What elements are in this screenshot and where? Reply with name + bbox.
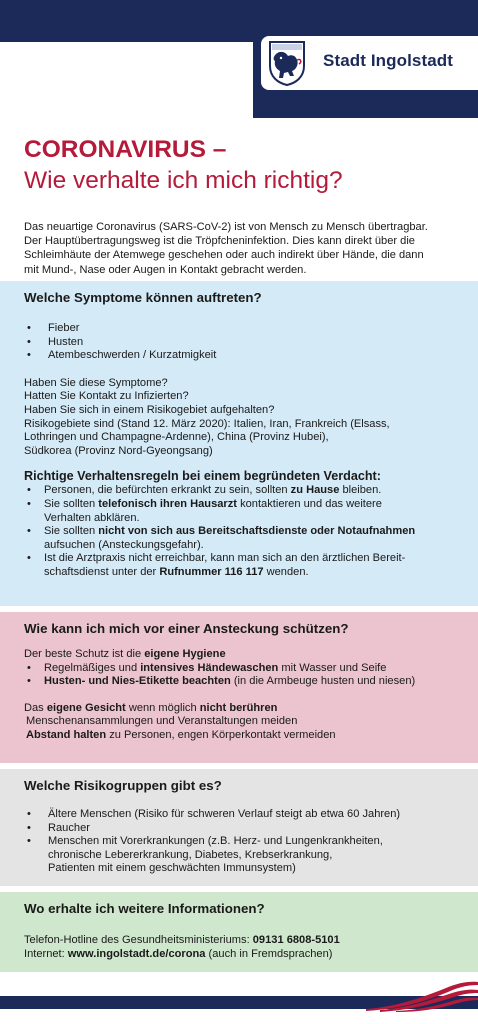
intro-line: mit Mund-, Nase oder Augen in Kontakt gebracht werden. — [24, 263, 307, 276]
intro-line: Der Hauptübertragungsweg ist die Tröpfcheninfektion. Dies kann direkt über die — [24, 235, 415, 248]
internet-post: (auch in Fremdsprachen) — [205, 947, 333, 960]
list-item — [24, 498, 454, 525]
list-item: • Ältere Menschen (Risiko für schweren Verlauf steigt ab etwa 60 Jahren) — [24, 808, 454, 822]
list-item — [24, 552, 454, 579]
question-line: Südkorea (Provinz Nord-Gyeongsang) — [24, 444, 213, 457]
rule-bold: Rufnummer 116 117 — [159, 565, 264, 578]
distance-bold: Abstand halten — [26, 728, 107, 741]
item-text: (in die Armbeuge husten und niesen) — [230, 675, 416, 688]
panther-crest-icon — [268, 40, 306, 86]
list-item: • Raucher — [24, 822, 454, 836]
hygiene-text — [24, 648, 454, 662]
face-bold: nicht berühren — [199, 701, 278, 714]
protection-section — [0, 612, 478, 763]
question-line: Haben Sie sich in einem Risikogebiet aufgehalten? — [24, 403, 275, 416]
rules-heading: Richtige Verhaltensregeln bei einem begründeten Verdacht: — [24, 469, 381, 484]
rule-bold: nicht von sich aus Bereitschaftsdienste oder Notaufnahmen — [98, 525, 416, 538]
item-bold: intensives Händewaschen — [140, 661, 279, 674]
question-line: Haben Sie diese Symptome? — [24, 376, 168, 389]
rule-text: Verhalten abklären. — [44, 511, 140, 524]
intro-line: Das neuartige Coronavirus (SARS-CoV-2) ist von Mensch zu Mensch übertragbar. — [24, 221, 428, 233]
symptoms-heading: Welche Symptome können auftreten? — [24, 290, 262, 305]
wave-decoration-icon — [366, 976, 478, 1012]
city-name: Stadt Ingolstadt — [323, 51, 454, 70]
title-line-2: Wie verhalte ich mich richtig? — [24, 167, 343, 194]
risk-groups-section — [0, 769, 478, 886]
rule-text: Sie sollten — [44, 525, 99, 538]
list-item: • Fieber — [24, 322, 454, 336]
face-pre: Das — [24, 701, 47, 714]
protection-heading: Wie kann ich mich vor einer Ansteckung schützen? — [24, 621, 349, 636]
hotline-number[interactable]: 09131 6808-5101 — [252, 934, 340, 946]
info-heading: Wo erhalte ich weitere Informationen? — [24, 901, 265, 916]
info-section — [0, 892, 478, 972]
rule-text: bleiben. — [339, 484, 382, 497]
risk-groups-heading: Welche Risikogruppen gibt es? — [24, 778, 222, 793]
rule-text: wenden. — [263, 565, 309, 578]
distance-text — [24, 729, 454, 743]
internet-pre: Internet: — [24, 947, 68, 960]
crowds-text: Menschenansammlungen und Veranstaltungen meiden — [26, 715, 298, 728]
list-item — [24, 835, 454, 876]
hotline-text — [24, 934, 454, 948]
rule-text: • Ist die Arztpraxis nicht erreichbar, kann man sich an den ärztlichen Bereit- — [44, 552, 406, 565]
list-item — [24, 675, 454, 689]
face-bold: eigene Gesicht — [46, 701, 126, 714]
list-item — [24, 662, 454, 676]
face-text — [24, 702, 454, 743]
website-link[interactable]: www.ingolstadt.de/corona — [67, 947, 206, 960]
item-bold: Husten- und Nies-Etikette beachten — [44, 675, 231, 688]
question-line: Risikogebiete sind (Stand 12. März 2020): Italien, Iran, Frankreich (Elsass, — [24, 417, 390, 430]
list-item: • Atembeschwerden / Kurzatmigkeit — [24, 349, 454, 363]
question-line: Lothringen und Champagne-Ardenne), China (Provinz Hubei), — [24, 431, 329, 444]
symptoms-list — [24, 322, 454, 363]
protection-list — [24, 662, 454, 689]
rule-text: schaftsdienst unter der — [44, 565, 160, 578]
hotline-pre: Telefon-Hotline des Gesundheitsministeriums: — [24, 934, 253, 946]
item-line: Patienten mit einem geschwächten Immunsystem) — [48, 862, 296, 875]
risk-groups-list — [24, 808, 454, 876]
rule-bold: telefonisch ihren Hausarzt — [98, 497, 237, 510]
hygiene-pre: Der beste Schutz ist die — [24, 648, 145, 660]
symptoms-section — [0, 281, 478, 606]
intro-text — [24, 220, 464, 277]
distance-post: zu Personen, engen Körperkontakt vermeiden — [106, 728, 336, 741]
rules-list — [24, 484, 454, 579]
internet-text — [24, 948, 454, 962]
rule-text: Personen, die befürchten erkrankt zu sein, sollten — [44, 484, 291, 497]
hygiene-bold: eigene Hygiene — [144, 648, 226, 660]
question-line: Hatten Sie Kontakt zu Infizierten? — [24, 390, 189, 403]
item-line: chronische Lebererkrankung, Diabetes, Krebserkrankung, — [48, 848, 333, 861]
title-line-1: CORONAVIRUS – — [24, 136, 227, 163]
rule-text: aufsuchen (Ansteckungsgefahr). — [44, 538, 204, 551]
list-item — [24, 484, 454, 498]
page-title — [24, 134, 343, 196]
item-text: Regelmäßiges und — [44, 661, 141, 674]
risk-questions — [24, 377, 454, 459]
list-item: • Husten — [24, 336, 454, 350]
city-logo[interactable] — [261, 36, 478, 90]
item-line: • Menschen mit Vorerkrankungen (z.B. Herz- und Lungenkrankheiten, — [48, 835, 383, 848]
intro-line: Schleimhäute der Atemwege geschehen oder auch indirekt über Hände, die dann — [24, 249, 424, 262]
rule-text: kontaktieren und das weitere — [237, 497, 382, 510]
rule-text: Sie sollten — [44, 497, 99, 510]
face-mid: wenn möglich — [125, 701, 200, 714]
rule-bold: zu Hause — [290, 484, 340, 497]
item-text: mit Wasser und Seife — [278, 661, 387, 674]
list-item — [24, 525, 454, 552]
